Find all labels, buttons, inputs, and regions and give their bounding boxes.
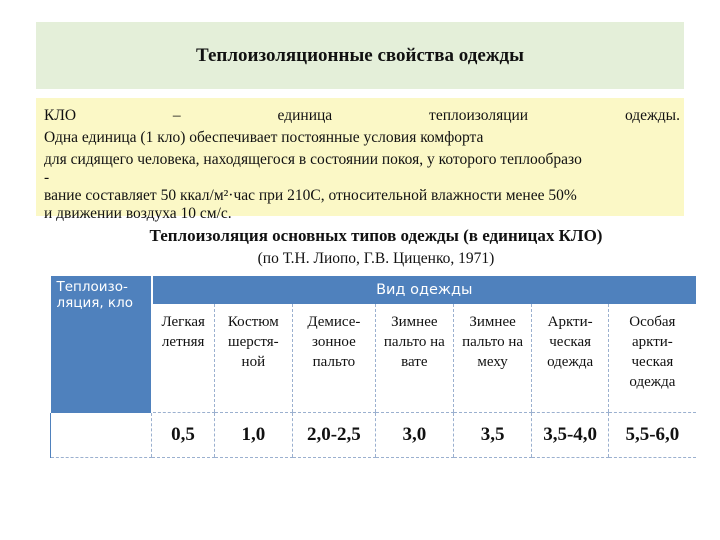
type-cell: Демисе-зонное пальто: [292, 304, 375, 413]
definition-word: КЛО: [44, 107, 77, 124]
value-cell: 2,0-2,5: [292, 413, 375, 458]
value-cell: 3,0: [375, 413, 453, 458]
type-cell: Костюм шерстя-ной: [214, 304, 292, 413]
table-row: [51, 413, 697, 458]
main-header: Вид одежды: [152, 276, 697, 304]
definition-line-6: и движении воздуха 10 см/с.: [44, 205, 232, 222]
definition-line-5: вание составляет 50 ккал/м²·час при 210С, относительной влажности менее 50%: [44, 187, 577, 204]
definition-word: –: [172, 107, 181, 124]
definition-line-1: [44, 105, 680, 127]
value-cell: 5,5-6,0: [608, 413, 696, 458]
type-cell: Зимнее пальто на вате: [375, 304, 453, 413]
type-cell: Особая аркти-ческая одежда: [608, 304, 696, 413]
type-cell: Зимнее пальто на меху: [453, 304, 532, 413]
definition-line-2: Одна единица (1 кло) обеспечивает постоянные условия комфорта: [44, 129, 484, 146]
table-source: (по Т.Н. Лиопо, Г.В. Циценко, 1971): [257, 250, 495, 267]
table-title: Теплоизоляция основных типов одежды (в единицах КЛО): [149, 226, 603, 245]
type-cell: Аркти-ческая одежда: [532, 304, 608, 413]
definition-line-3: для сидящего человека, находящегося в состоянии покоя, у которого теплообразо: [44, 151, 582, 168]
slide-title: Теплоизоляционные свойства одежды: [196, 44, 524, 66]
definition-word: одежды.: [624, 107, 680, 124]
definition-word: теплоизоляции: [429, 107, 529, 124]
definition-line-4: -: [44, 169, 50, 186]
value-cell: 0,5: [152, 413, 215, 458]
clothing-insulation-table: [50, 276, 696, 458]
title-box: [36, 22, 684, 89]
definition-word: единица: [277, 107, 333, 124]
definition-text: [44, 105, 680, 221]
value-cell: 3,5: [453, 413, 532, 458]
value-cell: 1,0: [214, 413, 292, 458]
empty-cell: [51, 413, 152, 458]
type-cell: Легкая летняя: [152, 304, 215, 413]
corner-header: Теплоизо-ляция, кло: [51, 276, 152, 413]
value-cell: 3,5-4,0: [532, 413, 608, 458]
